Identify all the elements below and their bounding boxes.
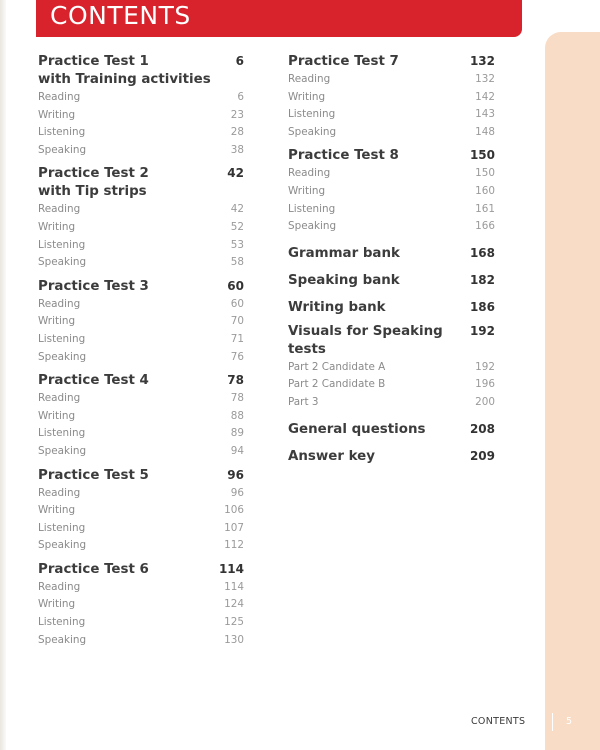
toc-entry-page: 78 xyxy=(227,373,244,388)
toc-sub-entry-page: 53 xyxy=(230,238,244,251)
toc-entry-title: Practice Test 6 xyxy=(38,561,149,577)
toc-entry-title: Practice Test 4 xyxy=(38,373,149,389)
toc-section xyxy=(288,420,495,439)
toc-sub-entry-label: Listening xyxy=(38,427,86,440)
toc-entry-title: Practice Test 8 xyxy=(288,148,399,164)
toc-sub-entry-page: 143 xyxy=(475,108,495,121)
toc-sub-entry[interactable] xyxy=(38,520,244,538)
toc-sub-entry-page: 38 xyxy=(230,143,244,156)
toc-sub-entry[interactable] xyxy=(288,124,495,142)
toc-sub-entry-page: 107 xyxy=(224,521,244,534)
toc-section xyxy=(38,52,244,159)
toc-sub-entry-page: 130 xyxy=(224,633,244,646)
toc-entry-page: 209 xyxy=(469,448,495,463)
toc-sub-entry-label: Writing xyxy=(38,504,76,517)
toc-sub-entry[interactable] xyxy=(38,425,244,443)
toc-sub-entry-label: Reading xyxy=(38,91,81,103)
toc-sub-entry-page: 88 xyxy=(230,409,244,422)
toc-sub-entry-label: Reading xyxy=(288,167,331,180)
page-edge-shadow xyxy=(0,0,6,750)
toc-sub-entry-label: Listening xyxy=(38,238,86,251)
toc-sub-entry-label: Speaking xyxy=(38,444,87,457)
toc-entry[interactable] xyxy=(288,298,495,317)
toc-sub-entry-page: 42 xyxy=(230,203,244,216)
toc-sub-entry-page: 142 xyxy=(475,90,495,103)
toc-sub-entry[interactable] xyxy=(38,443,244,461)
toc-sub-entry-label: Speaking xyxy=(288,125,337,138)
toc-entry-page: 186 xyxy=(469,299,495,314)
toc-sub-entry[interactable] xyxy=(38,614,244,632)
toc-entry-page: 114 xyxy=(218,561,244,576)
toc-sub-entry-page: 6 xyxy=(237,91,244,103)
toc-section xyxy=(288,271,495,290)
toc-sub-entry-label: Part 2 Candidate A xyxy=(288,360,386,373)
toc-entry-title: Visuals for Speaking tests xyxy=(288,323,443,357)
toc-sub-entry[interactable] xyxy=(288,359,495,377)
toc-sub-entry-label: Writing xyxy=(288,90,326,103)
toc-entry-page: 132 xyxy=(469,54,495,68)
toc-sub-entry-page: 125 xyxy=(224,616,244,629)
toc-sub-entry-page: 124 xyxy=(224,598,244,611)
toc-sub-entry-page: 112 xyxy=(224,539,244,552)
toc-left-column xyxy=(38,48,244,654)
toc-sub-entry-label: Reading xyxy=(38,203,81,216)
toc-entry-title: Practice Test 1 xyxy=(38,54,149,69)
toc-sub-entry-page: 96 xyxy=(230,486,244,499)
toc-sub-entry-page: 71 xyxy=(230,332,244,345)
toc-sub-entry-label: Writing xyxy=(288,184,326,197)
toc-section xyxy=(38,560,244,649)
toc-sub-entry-label: Writing xyxy=(38,220,76,233)
toc-sub-entry-label: Reading xyxy=(38,580,81,593)
toc-entry[interactable] xyxy=(38,164,244,183)
toc-entry-subtitle: with Tip strips xyxy=(38,184,147,200)
toc-sub-entry[interactable] xyxy=(38,349,244,367)
toc-sub-entry-page: 76 xyxy=(230,350,244,363)
toc-sub-entry-page: 28 xyxy=(230,126,244,139)
toc-entry-page: 60 xyxy=(227,278,244,293)
toc-entry-page: 96 xyxy=(227,467,244,482)
toc-entry-page: 182 xyxy=(469,272,495,287)
toc-entry-title: Speaking bank xyxy=(288,272,400,288)
toc-sub-entry[interactable] xyxy=(38,296,244,314)
toc-section xyxy=(288,447,495,466)
toc-entry-title: Practice Test 2 xyxy=(38,166,149,182)
toc-sub-entry-label: Listening xyxy=(38,616,86,629)
toc-sub-entry[interactable] xyxy=(288,165,495,183)
toc-sub-entry-page: 58 xyxy=(230,256,244,269)
toc-entry-title: Grammar bank xyxy=(288,245,400,261)
toc-entry[interactable] xyxy=(288,322,495,359)
toc-sub-entry[interactable] xyxy=(38,485,244,503)
toc-sub-entry[interactable] xyxy=(38,201,244,219)
toc-entry-page: 192 xyxy=(469,323,495,338)
contents-header-bar xyxy=(36,0,522,37)
toc-sub-entry-label: Speaking xyxy=(38,350,87,363)
toc-right-column xyxy=(288,48,495,471)
toc-entry[interactable] xyxy=(288,146,495,165)
toc-sub-entry[interactable] xyxy=(38,331,244,349)
toc-sub-entry-label: Writing xyxy=(38,108,76,121)
toc-sub-entry[interactable] xyxy=(38,537,244,555)
toc-sub-entry[interactable] xyxy=(288,394,495,412)
toc-entry-title: General questions xyxy=(288,421,426,437)
toc-sub-entry[interactable] xyxy=(288,376,495,394)
toc-sub-entry[interactable] xyxy=(38,237,244,255)
toc-sub-entry[interactable] xyxy=(38,142,244,160)
toc-sub-entry[interactable] xyxy=(288,201,495,219)
toc-sub-entry-page: 60 xyxy=(230,297,244,310)
toc-sub-entry[interactable] xyxy=(38,313,244,331)
toc-sub-entry[interactable] xyxy=(38,632,244,650)
toc-sub-entry-label: Reading xyxy=(288,73,331,85)
toc-sub-entry-label: Part 3 xyxy=(288,395,319,408)
footer-divider xyxy=(552,713,553,731)
toc-section xyxy=(288,52,495,141)
toc-sub-entry-page: 52 xyxy=(230,220,244,233)
toc-sub-entry-label: Listening xyxy=(38,126,86,139)
toc-section xyxy=(288,146,495,235)
toc-sub-entry-page: 114 xyxy=(224,580,244,593)
toc-sub-entry[interactable] xyxy=(288,183,495,201)
toc-sub-entry-label: Listening xyxy=(38,332,86,345)
toc-sub-entry-page: 150 xyxy=(475,167,495,180)
toc-sub-entry[interactable] xyxy=(38,502,244,520)
toc-section xyxy=(38,164,244,271)
toc-entry-subtitle: with Training activities xyxy=(38,72,211,87)
toc-sub-entry-page: 148 xyxy=(475,125,495,138)
toc-section xyxy=(288,244,495,263)
toc-entry-page: 150 xyxy=(469,148,495,163)
toc-entry-page: 168 xyxy=(469,245,495,260)
toc-sub-entry-page: 89 xyxy=(230,427,244,440)
toc-sub-entry-label: Reading xyxy=(38,486,81,499)
toc-sub-entry-label: Reading xyxy=(38,392,81,405)
toc-section xyxy=(38,371,244,460)
toc-entry[interactable] xyxy=(288,244,495,263)
toc-entry-page: 208 xyxy=(469,421,495,436)
toc-sub-entry[interactable] xyxy=(38,219,244,237)
toc-sub-entry-page: 192 xyxy=(475,360,495,373)
toc-sub-entry[interactable] xyxy=(288,218,495,236)
toc-sub-entry-label: Speaking xyxy=(38,143,87,156)
toc-section xyxy=(38,277,244,366)
toc-entry[interactable] xyxy=(288,52,495,71)
toc-sub-entry[interactable] xyxy=(38,124,244,142)
toc-entry-title: Practice Test 5 xyxy=(38,467,149,483)
toc-section xyxy=(288,322,495,412)
toc-sub-entry-label: Speaking xyxy=(288,220,337,233)
toc-sub-entry-page: 23 xyxy=(230,108,244,121)
toc-sub-entry-label: Listening xyxy=(288,108,336,121)
toc-sub-entry[interactable] xyxy=(38,596,244,614)
toc-entry[interactable] xyxy=(38,371,244,390)
toc-sub-entry[interactable] xyxy=(288,71,495,89)
toc-entry-title: Practice Test 7 xyxy=(288,54,399,69)
toc-sub-entry-label: Part 2 Candidate B xyxy=(288,378,386,391)
toc-sub-entry-label: Speaking xyxy=(38,539,87,552)
page-title: CONTENTS xyxy=(50,1,191,30)
footer-page-number: 5 xyxy=(566,716,573,727)
toc-sub-entry[interactable] xyxy=(288,106,495,124)
toc-sub-entry-page: 161 xyxy=(475,202,495,215)
toc-section xyxy=(38,466,244,555)
toc-sub-entry-page: 200 xyxy=(475,395,495,408)
toc-sub-entry[interactable] xyxy=(38,408,244,426)
toc-sub-entry-page: 94 xyxy=(230,444,244,457)
toc-sub-entry-label: Listening xyxy=(288,202,336,215)
toc-entry[interactable] xyxy=(288,447,495,466)
toc-entry-page: 6 xyxy=(235,54,244,68)
toc-sub-entry-label: Writing xyxy=(38,315,76,328)
toc-entry[interactable] xyxy=(38,52,244,71)
toc-entry-page: 42 xyxy=(227,166,244,181)
toc-sub-entry-label: Speaking xyxy=(38,256,87,269)
toc-sub-entry-page: 106 xyxy=(224,504,244,517)
toc-entry-title: Writing bank xyxy=(288,299,386,315)
toc-sub-entry-page: 160 xyxy=(475,184,495,197)
toc-entry[interactable] xyxy=(288,420,495,439)
toc-entry[interactable] xyxy=(38,466,244,485)
toc-sub-entry-page: 196 xyxy=(475,378,495,391)
toc-entry[interactable] xyxy=(38,277,244,296)
toc-section xyxy=(288,298,495,317)
toc-sub-entry-label: Writing xyxy=(38,598,76,611)
toc-sub-entry[interactable] xyxy=(38,390,244,408)
toc-sub-entry[interactable] xyxy=(288,89,495,107)
toc-sub-entry[interactable] xyxy=(38,107,244,125)
toc-entry[interactable] xyxy=(288,271,495,290)
toc-sub-entry-label: Listening xyxy=(38,521,86,534)
toc-sub-entry-page: 132 xyxy=(475,73,495,85)
toc-sub-entry[interactable] xyxy=(38,254,244,272)
toc-sub-entry-page: 166 xyxy=(475,220,495,233)
toc-entry-title: Practice Test 3 xyxy=(38,278,149,294)
side-tab xyxy=(545,32,600,750)
footer-section-label: CONTENTS xyxy=(471,716,526,727)
toc-sub-entry-label: Writing xyxy=(38,409,76,422)
toc-sub-entry[interactable] xyxy=(38,579,244,597)
toc-sub-entry-label: Speaking xyxy=(38,633,87,646)
toc-sub-entry[interactable] xyxy=(38,89,244,107)
toc-entry-title: Answer key xyxy=(288,448,375,464)
toc-sub-entry-label: Reading xyxy=(38,297,81,310)
toc-sub-entry-page: 78 xyxy=(230,392,244,405)
toc-sub-entry-page: 70 xyxy=(230,315,244,328)
toc-entry[interactable] xyxy=(38,560,244,579)
